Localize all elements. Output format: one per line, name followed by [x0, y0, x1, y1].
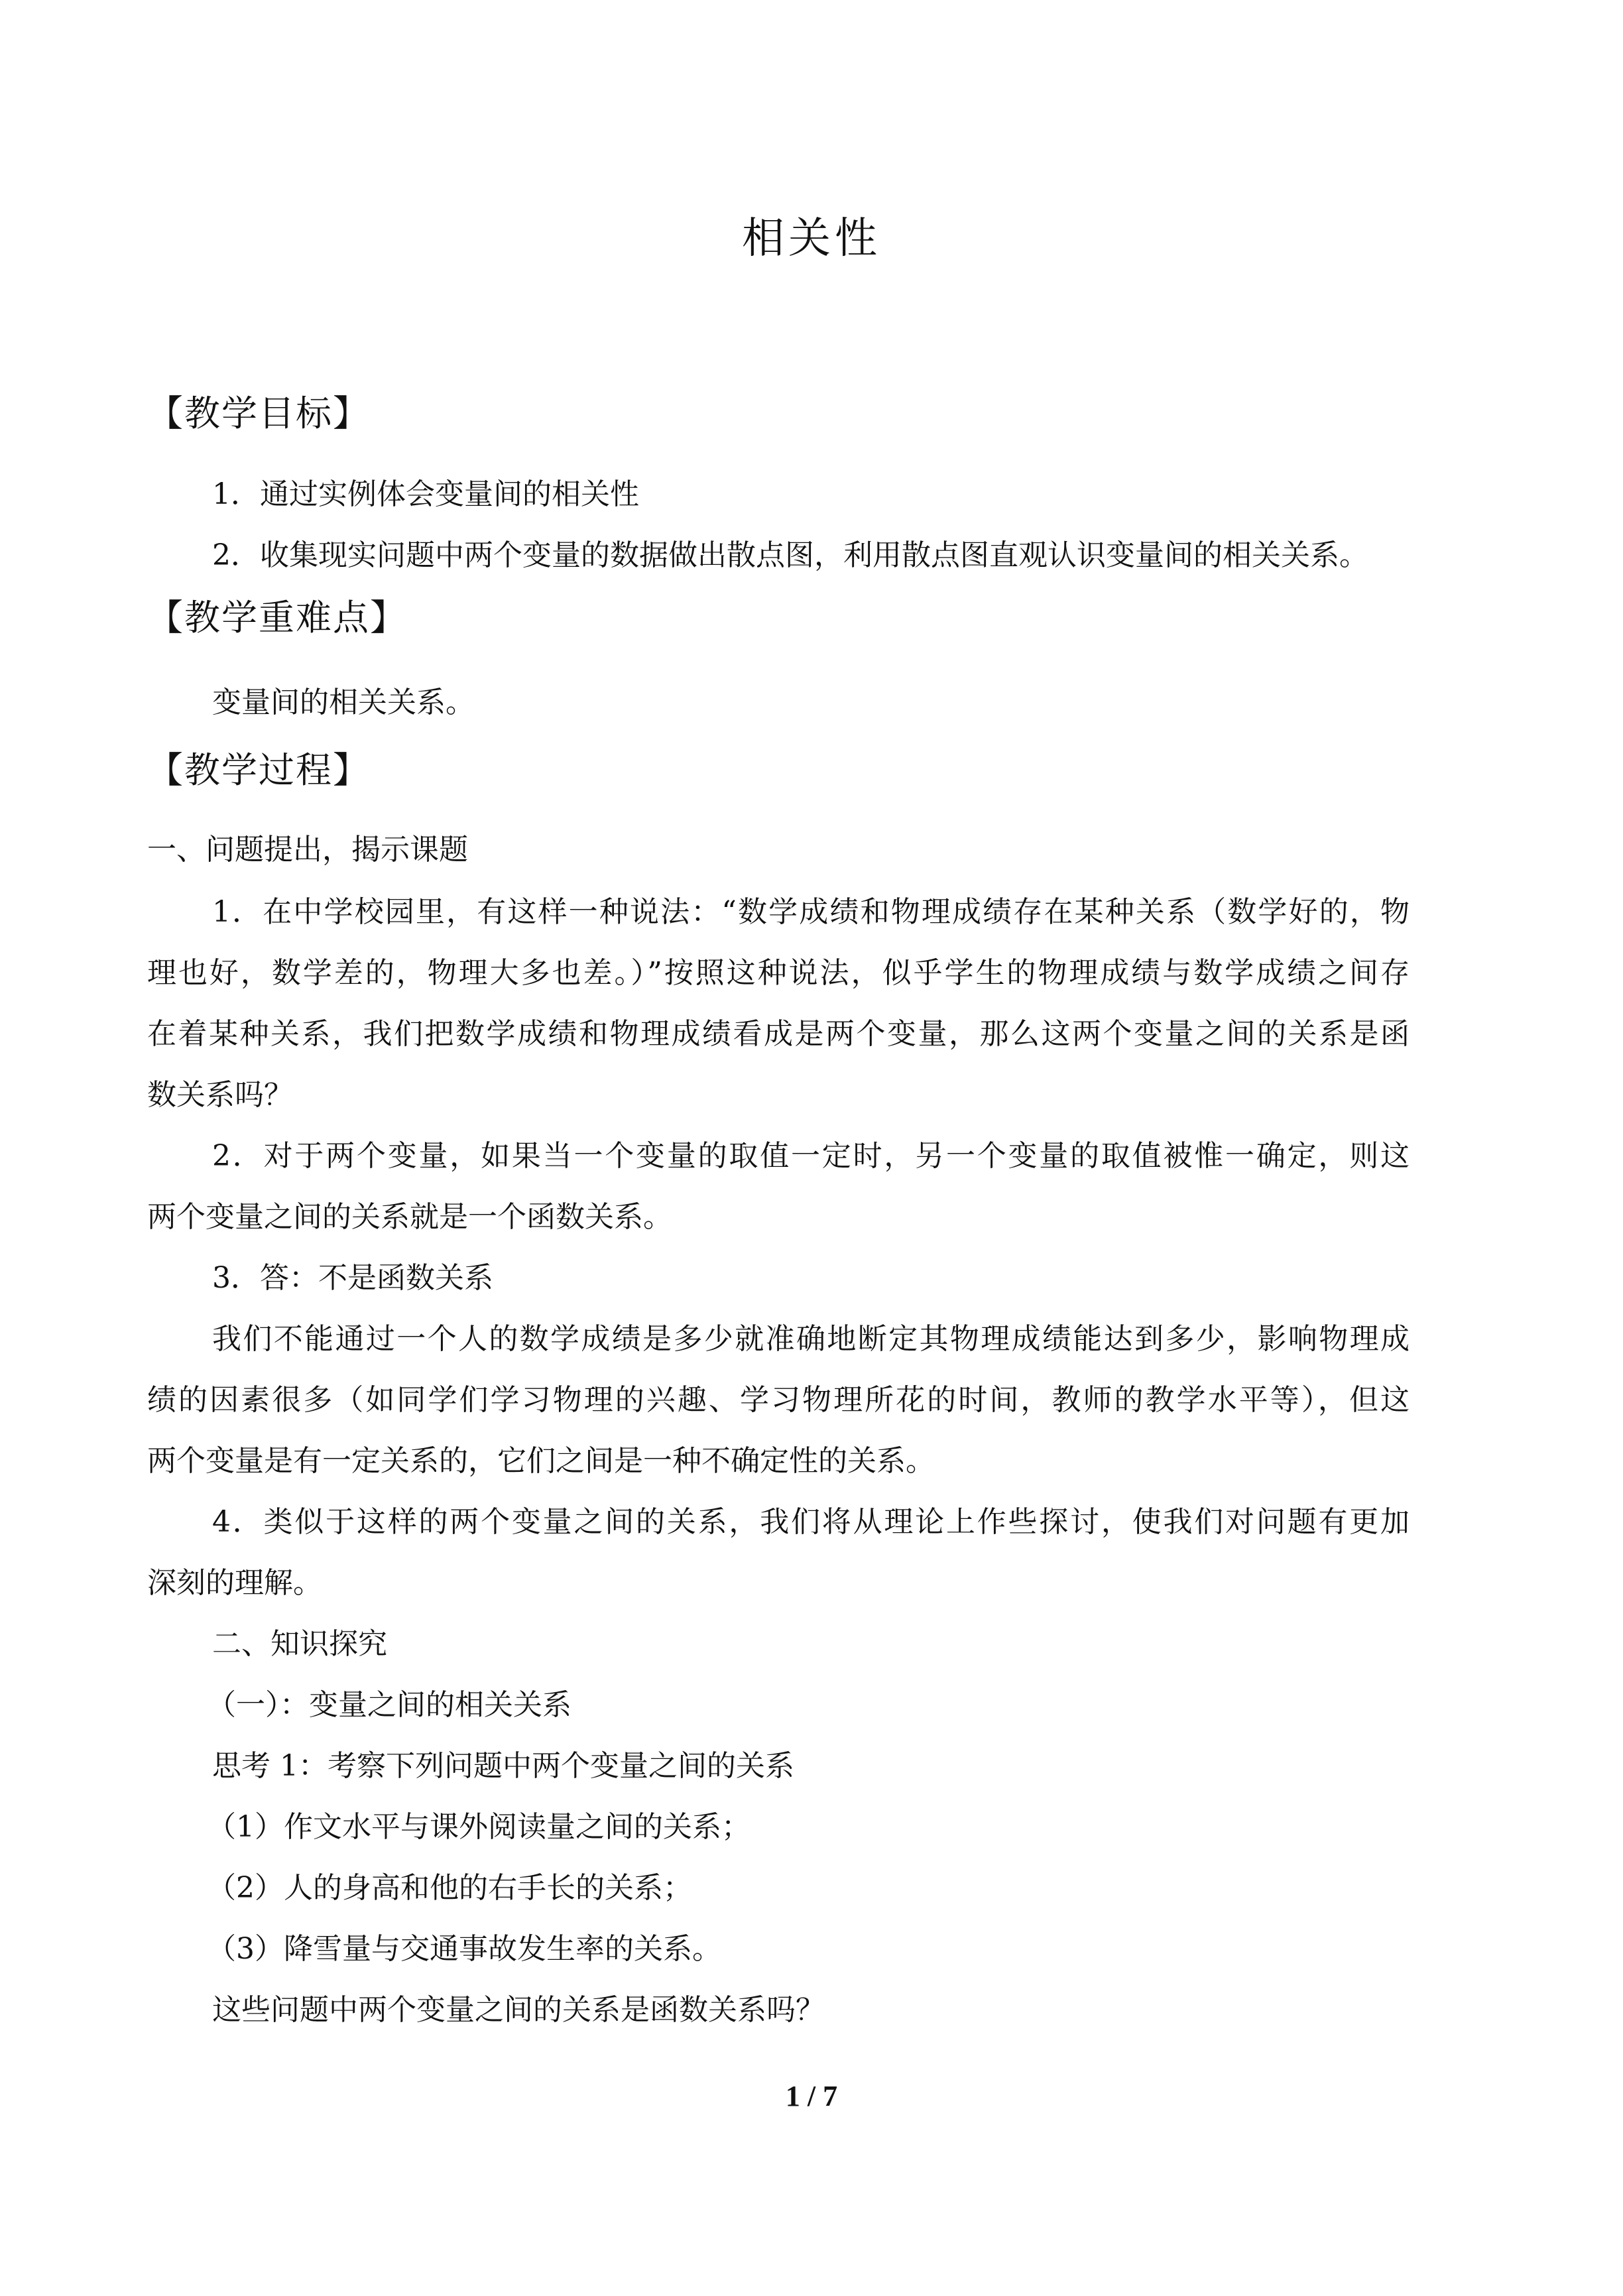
page-title: 相关性 — [742, 214, 881, 263]
section-heading-goals: 【教学目标】 — [147, 393, 370, 434]
p4-line-2: 绩的因素很多（如同学们学习物理的兴趣、学习物理所花的时间，教师的教学水平等），但这 — [147, 1383, 1410, 1417]
p1-line-3: 在着某种关系，我们把数学成绩和物理成绩看成是两个变量，那么这两个变量之间的关系是函 — [147, 1017, 1410, 1051]
p5-line-2: 深刻的理解。 — [147, 1566, 322, 1600]
question-item-3: （3）降雪量与交通事故发生率的关系。 — [207, 1932, 721, 1966]
p1-line-4: 数关系吗？ — [147, 1078, 293, 1112]
closing-question: 这些问题中两个变量之间的关系是函数关系吗？ — [212, 1993, 825, 2027]
think-1: 思考 1：考察下列问题中两个变量之间的关系 — [212, 1749, 794, 1783]
section-heading-process: 【教学过程】 — [147, 749, 370, 791]
p3-line: 3．答：不是函数关系 — [212, 1261, 493, 1295]
p2-line-2: 两个变量之间的关系就是一个函数关系。 — [147, 1200, 672, 1234]
p4-line-3: 两个变量是有一定关系的，它们之间是一种不确定性的关系。 — [147, 1444, 935, 1478]
p2-line-1: 2．对于两个变量，如果当一个变量的取值一定时，另一个变量的取值被惟一确定，则这 — [212, 1139, 1410, 1173]
section-heading-keypoints: 【教学重难点】 — [147, 597, 407, 638]
keypoints-text: 变量间的相关关系。 — [212, 686, 475, 719]
p1-line-1: 1．在中学校园里，有这样一种说法：“数学成绩和物理成绩存在某种关系（数学好的，物 — [212, 895, 1410, 929]
page-number: 1 / 7 — [785, 2080, 838, 2112]
part2-title: 二、知识探究 — [212, 1627, 387, 1661]
part1-title: 一、问题提出，揭示课题 — [147, 833, 468, 867]
goal-item-1: 1．通过实例体会变量间的相关性 — [212, 477, 639, 511]
question-item-1: （1）作文水平与课外阅读量之间的关系； — [207, 1810, 751, 1844]
p5-line-1: 4．类似于这样的两个变量之间的关系，我们将从理论上作些探讨，使我们对问题有更加 — [212, 1505, 1410, 1539]
part2-subtitle: （一）：变量之间的相关关系 — [207, 1688, 571, 1722]
p4-line-1: 我们不能通过一个人的数学成绩是多少就准确地断定其物理成绩能达到多少，影响物理成 — [212, 1322, 1410, 1356]
question-item-2: （2）人的身高和他的右手长的关系； — [207, 1871, 692, 1905]
goal-item-2: 2．收集现实问题中两个变量的数据做出散点图，利用散点图直观认识变量间的相关关系。 — [212, 538, 1368, 572]
p1-line-2: 理也好，数学差的，物理大多也差。）”按照这种说法，似乎学生的物理成绩与数学成绩之间存 — [147, 956, 1410, 990]
